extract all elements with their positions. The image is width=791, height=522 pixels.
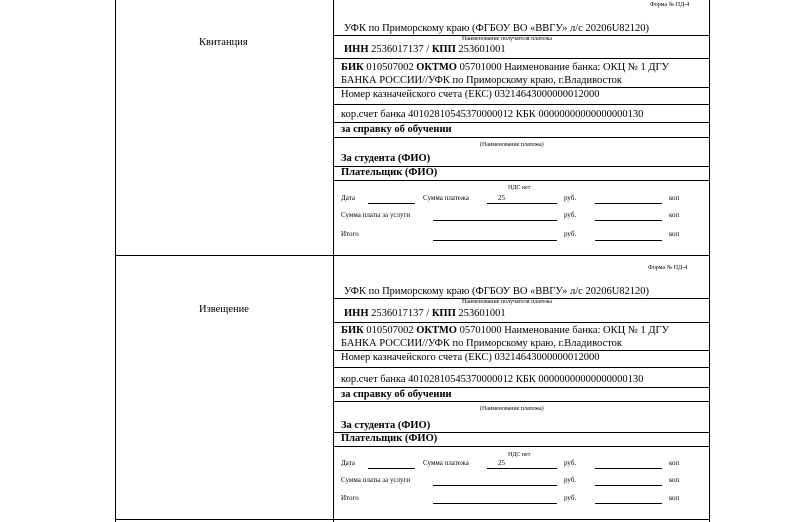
oktmo-label: ОКТМО (416, 325, 457, 336)
middle-divider (333, 0, 334, 522)
rule (334, 446, 709, 447)
kop-field[interactable] (595, 503, 662, 504)
date-label: Дата (341, 194, 355, 202)
kop-field[interactable] (595, 468, 662, 469)
rule (334, 87, 709, 88)
bik-line (341, 326, 669, 337)
kpp-value: 253601001 (458, 44, 506, 55)
bank-line2: БАНКА РОССИИ//УФК по Приморскому краю, г.Владивосток (341, 75, 622, 86)
rub-label: руб. (564, 494, 577, 502)
total-label: Итого (341, 230, 359, 238)
inn-value: 2536017137 (371, 308, 424, 319)
kop-label: коп (669, 476, 680, 484)
form-number: Форма № ПД-4 (650, 2, 690, 8)
sum-label: Сумма платежа (423, 194, 469, 202)
purpose-caption: (Наименование платежа) (480, 406, 544, 412)
bik-value: 010507002 (366, 325, 414, 336)
date-field[interactable] (368, 468, 415, 469)
rule (334, 322, 709, 323)
rule (334, 180, 709, 181)
total-field[interactable] (433, 503, 557, 504)
sum-value: 25 (498, 194, 505, 202)
date-label: Дата (341, 459, 355, 467)
recipient-name: УФК по Приморскому краю (ФГБОУ ВО «ВВГУ» л/с 20206U82120) (344, 286, 650, 297)
sum-value: 25 (498, 459, 505, 467)
bik-label: БИК (341, 62, 364, 73)
student-name: За студента (ФИО) (341, 153, 431, 164)
oktmo-label: ОКТМО (416, 62, 457, 73)
total-label: Итого (341, 494, 359, 502)
kop-field[interactable] (595, 240, 662, 241)
corr-account: кор.счет банка 40102810545370000012 КБК 00000000000000000130 (341, 109, 644, 120)
service-label: Сумма платы за услуги (341, 476, 411, 484)
payer-name: Плательщик (ФИО) (341, 433, 438, 444)
kop-label: коп (669, 211, 680, 219)
kpp-label: КПП (431, 308, 456, 319)
inn-kpp-line (344, 309, 506, 320)
kop-label: коп (669, 459, 680, 467)
payment-purpose: за справку об обучении (341, 124, 452, 135)
vat-note: НДС нет (508, 185, 531, 191)
slash: / (426, 44, 430, 55)
vat-note: НДС нет (508, 452, 531, 458)
oktmo-value: 05701000 Наименование банка: ОКЦ № 1 ДГУ (459, 62, 670, 73)
rule (334, 122, 709, 123)
bik-label: БИК (341, 325, 364, 336)
kpp-label: КПП (431, 44, 456, 55)
rule (334, 367, 709, 368)
bik-line (341, 63, 669, 74)
treasury-account: Номер казначейского счета (ЕКС) 03214643000000012000 (341, 89, 600, 100)
purpose-caption: (Наименование платежа) (480, 142, 544, 148)
rub-label: руб. (564, 476, 577, 484)
total-field[interactable] (433, 240, 557, 241)
rule (334, 137, 709, 138)
kpp-value: 253601001 (458, 308, 506, 319)
recipient-caption: Наименование получателя платежа (462, 299, 552, 305)
inn-label: ИНН (344, 308, 369, 319)
kop-field[interactable] (595, 203, 662, 204)
rule (334, 58, 709, 59)
side-label-receipt: Квитанция (199, 37, 248, 48)
bik-value: 010507002 (366, 62, 414, 73)
inn-kpp-line (344, 45, 506, 56)
rule (334, 350, 709, 351)
kop-label: коп (669, 494, 680, 502)
inn-value: 2536017137 (371, 44, 424, 55)
rule (334, 401, 709, 402)
left-border (115, 0, 116, 522)
rule (334, 387, 709, 388)
kop-field[interactable] (595, 220, 662, 221)
recipient-name: УФК по Приморскому краю (ФГБОУ ВО «ВВГУ» л/с 20206U82120) (344, 23, 650, 34)
payer-name: Плательщик (ФИО) (341, 167, 438, 178)
side-label-notice: Извещение (199, 304, 249, 315)
rub-label: руб. (564, 194, 577, 202)
form-number: Форма № ПД-4 (648, 265, 688, 271)
corr-account: кор.счет банка 40102810545370000012 КБК 00000000000000000130 (341, 374, 644, 385)
inn-label: ИНН (344, 44, 369, 55)
recipient-caption: Наименование получателя платежа (462, 36, 552, 42)
right-border (709, 0, 710, 522)
sum-label: Сумма платежа (423, 459, 469, 467)
bank-line2: БАНКА РОССИИ//УФК по Приморскому краю, г.Владивосток (341, 338, 622, 349)
bottom-border (115, 519, 710, 520)
kop-label: коп (669, 194, 680, 202)
kop-field[interactable] (595, 485, 662, 486)
rub-label: руб. (564, 459, 577, 467)
service-field[interactable] (433, 485, 557, 486)
student-name: За студента (ФИО) (341, 420, 431, 431)
sum-field[interactable] (487, 203, 557, 204)
kop-label: коп (669, 230, 680, 238)
slash: / (426, 308, 430, 319)
rule (334, 104, 709, 105)
date-field[interactable] (368, 203, 415, 204)
treasury-account: Номер казначейского счета (ЕКС) 03214643000000012000 (341, 352, 600, 363)
service-label: Сумма платы за услуги (341, 211, 411, 219)
payment-purpose: за справку об обучении (341, 389, 452, 400)
service-field[interactable] (433, 220, 557, 221)
section-divider (115, 255, 710, 256)
rub-label: руб. (564, 230, 577, 238)
rub-label: руб. (564, 211, 577, 219)
oktmo-value: 05701000 Наименование банка: ОКЦ № 1 ДГУ (459, 325, 670, 336)
sum-field[interactable] (487, 468, 557, 469)
